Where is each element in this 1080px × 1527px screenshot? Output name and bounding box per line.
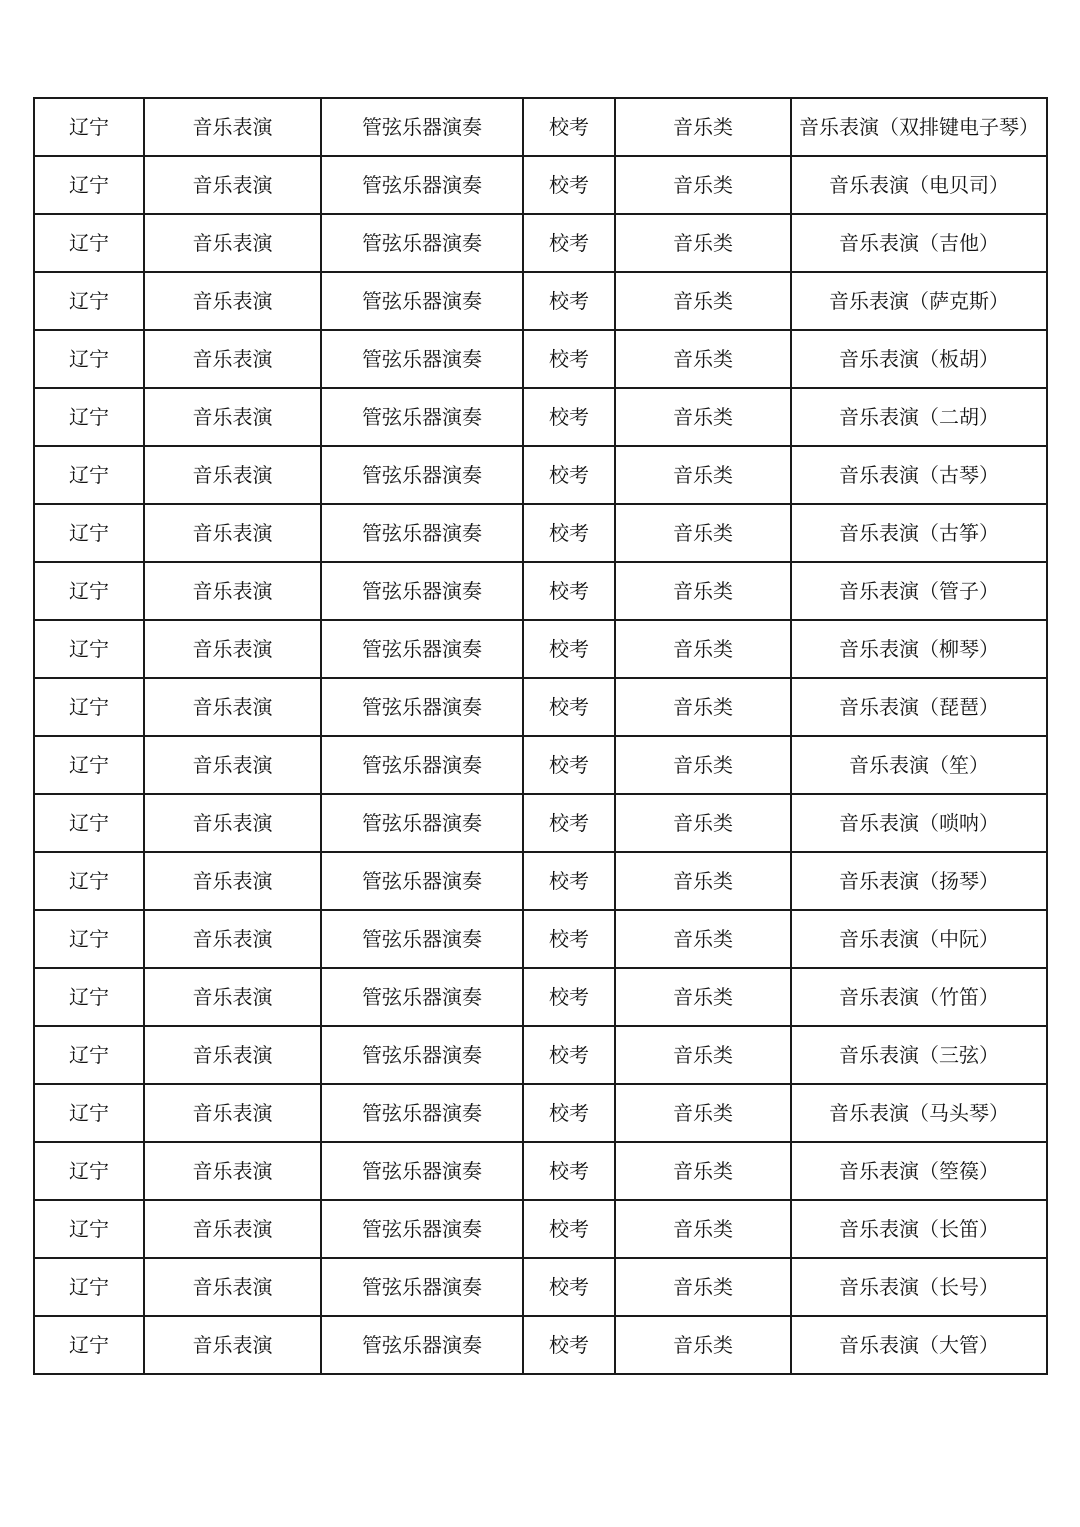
province-cell: 辽宁 — [34, 620, 144, 678]
exam-type-cell: 校考 — [523, 1200, 615, 1258]
exam-type-cell: 校考 — [523, 794, 615, 852]
major-cell: 音乐表演 — [144, 98, 321, 156]
table-row — [34, 1200, 1047, 1258]
exam-type-cell: 校考 — [523, 678, 615, 736]
direction-cell: 管弦乐器演奏 — [321, 910, 523, 968]
table-row — [34, 620, 1047, 678]
exam-type-cell: 校考 — [523, 272, 615, 330]
major-table — [33, 97, 1048, 1375]
exam-type-cell: 校考 — [523, 330, 615, 388]
direction-cell: 管弦乐器演奏 — [321, 794, 523, 852]
direction-cell: 管弦乐器演奏 — [321, 272, 523, 330]
table-row — [34, 736, 1047, 794]
table-row — [34, 968, 1047, 1026]
direction-cell: 管弦乐器演奏 — [321, 1258, 523, 1316]
major-cell: 音乐表演 — [144, 388, 321, 446]
direction-cell: 管弦乐器演奏 — [321, 214, 523, 272]
category-cell: 音乐类 — [615, 852, 791, 910]
table-row — [34, 562, 1047, 620]
province-cell: 辽宁 — [34, 446, 144, 504]
category-cell: 音乐类 — [615, 968, 791, 1026]
specialty-cell: 音乐表演（长号） — [791, 1258, 1047, 1316]
exam-type-cell: 校考 — [523, 620, 615, 678]
exam-type-cell: 校考 — [523, 388, 615, 446]
province-cell: 辽宁 — [34, 678, 144, 736]
category-cell: 音乐类 — [615, 504, 791, 562]
province-cell: 辽宁 — [34, 330, 144, 388]
major-cell: 音乐表演 — [144, 330, 321, 388]
category-cell: 音乐类 — [615, 1084, 791, 1142]
direction-cell: 管弦乐器演奏 — [321, 98, 523, 156]
province-cell: 辽宁 — [34, 214, 144, 272]
province-cell: 辽宁 — [34, 504, 144, 562]
major-cell: 音乐表演 — [144, 214, 321, 272]
specialty-cell: 音乐表演（中阮） — [791, 910, 1047, 968]
exam-type-cell: 校考 — [523, 98, 615, 156]
major-cell: 音乐表演 — [144, 1084, 321, 1142]
specialty-cell: 音乐表演（吉他） — [791, 214, 1047, 272]
province-cell: 辽宁 — [34, 852, 144, 910]
category-cell: 音乐类 — [615, 330, 791, 388]
table-row — [34, 1084, 1047, 1142]
specialty-cell: 音乐表演（萨克斯） — [791, 272, 1047, 330]
category-cell: 音乐类 — [615, 272, 791, 330]
specialty-cell: 音乐表演（长笛） — [791, 1200, 1047, 1258]
major-cell: 音乐表演 — [144, 272, 321, 330]
table-row — [34, 1316, 1047, 1374]
province-cell: 辽宁 — [34, 98, 144, 156]
direction-cell: 管弦乐器演奏 — [321, 1026, 523, 1084]
major-cell: 音乐表演 — [144, 1258, 321, 1316]
direction-cell: 管弦乐器演奏 — [321, 562, 523, 620]
major-cell: 音乐表演 — [144, 794, 321, 852]
specialty-cell: 音乐表演（大管） — [791, 1316, 1047, 1374]
direction-cell: 管弦乐器演奏 — [321, 678, 523, 736]
specialty-cell: 音乐表演（古琴） — [791, 446, 1047, 504]
exam-type-cell: 校考 — [523, 968, 615, 1026]
province-cell: 辽宁 — [34, 968, 144, 1026]
category-cell: 音乐类 — [615, 678, 791, 736]
exam-type-cell: 校考 — [523, 1142, 615, 1200]
specialty-cell: 音乐表演（唢呐） — [791, 794, 1047, 852]
table-row — [34, 156, 1047, 214]
exam-type-cell: 校考 — [523, 736, 615, 794]
specialty-cell: 音乐表演（笙） — [791, 736, 1047, 794]
specialty-cell: 音乐表演（管子） — [791, 562, 1047, 620]
province-cell: 辽宁 — [34, 1142, 144, 1200]
category-cell: 音乐类 — [615, 1258, 791, 1316]
major-cell: 音乐表演 — [144, 1200, 321, 1258]
major-table-body — [34, 98, 1047, 1374]
direction-cell: 管弦乐器演奏 — [321, 446, 523, 504]
direction-cell: 管弦乐器演奏 — [321, 156, 523, 214]
direction-cell: 管弦乐器演奏 — [321, 388, 523, 446]
major-cell: 音乐表演 — [144, 968, 321, 1026]
specialty-cell: 音乐表演（竹笛） — [791, 968, 1047, 1026]
specialty-cell: 音乐表演（琵琶） — [791, 678, 1047, 736]
exam-type-cell: 校考 — [523, 1316, 615, 1374]
table-row — [34, 852, 1047, 910]
category-cell: 音乐类 — [615, 446, 791, 504]
category-cell: 音乐类 — [615, 736, 791, 794]
major-cell: 音乐表演 — [144, 446, 321, 504]
major-cell: 音乐表演 — [144, 678, 321, 736]
table-row — [34, 910, 1047, 968]
category-cell: 音乐类 — [615, 1316, 791, 1374]
province-cell: 辽宁 — [34, 794, 144, 852]
specialty-cell: 音乐表演（扬琴） — [791, 852, 1047, 910]
specialty-cell: 音乐表演（二胡） — [791, 388, 1047, 446]
table-row — [34, 214, 1047, 272]
exam-type-cell: 校考 — [523, 1084, 615, 1142]
province-cell: 辽宁 — [34, 1026, 144, 1084]
specialty-cell: 音乐表演（板胡） — [791, 330, 1047, 388]
province-cell: 辽宁 — [34, 1200, 144, 1258]
major-cell: 音乐表演 — [144, 736, 321, 794]
exam-type-cell: 校考 — [523, 504, 615, 562]
direction-cell: 管弦乐器演奏 — [321, 1084, 523, 1142]
direction-cell: 管弦乐器演奏 — [321, 1316, 523, 1374]
exam-type-cell: 校考 — [523, 910, 615, 968]
province-cell: 辽宁 — [34, 156, 144, 214]
province-cell: 辽宁 — [34, 272, 144, 330]
category-cell: 音乐类 — [615, 1026, 791, 1084]
exam-type-cell: 校考 — [523, 852, 615, 910]
specialty-cell: 音乐表演（箜篌） — [791, 1142, 1047, 1200]
direction-cell: 管弦乐器演奏 — [321, 504, 523, 562]
table-row — [34, 388, 1047, 446]
exam-type-cell: 校考 — [523, 562, 615, 620]
table-row — [34, 98, 1047, 156]
direction-cell: 管弦乐器演奏 — [321, 1200, 523, 1258]
category-cell: 音乐类 — [615, 910, 791, 968]
exam-type-cell: 校考 — [523, 214, 615, 272]
specialty-cell: 音乐表演（柳琴） — [791, 620, 1047, 678]
major-cell: 音乐表演 — [144, 1026, 321, 1084]
direction-cell: 管弦乐器演奏 — [321, 968, 523, 1026]
major-cell: 音乐表演 — [144, 156, 321, 214]
direction-cell: 管弦乐器演奏 — [321, 736, 523, 794]
major-cell: 音乐表演 — [144, 562, 321, 620]
table-row — [34, 794, 1047, 852]
direction-cell: 管弦乐器演奏 — [321, 620, 523, 678]
table-row — [34, 330, 1047, 388]
province-cell: 辽宁 — [34, 910, 144, 968]
province-cell: 辽宁 — [34, 1258, 144, 1316]
category-cell: 音乐类 — [615, 214, 791, 272]
major-cell: 音乐表演 — [144, 852, 321, 910]
table-row — [34, 446, 1047, 504]
specialty-cell: 音乐表演（双排键电子琴） — [791, 98, 1047, 156]
province-cell: 辽宁 — [34, 562, 144, 620]
table-row — [34, 504, 1047, 562]
specialty-cell: 音乐表演（电贝司） — [791, 156, 1047, 214]
major-cell: 音乐表演 — [144, 620, 321, 678]
province-cell: 辽宁 — [34, 1316, 144, 1374]
province-cell: 辽宁 — [34, 1084, 144, 1142]
major-cell: 音乐表演 — [144, 910, 321, 968]
exam-type-cell: 校考 — [523, 1026, 615, 1084]
specialty-cell: 音乐表演（马头琴） — [791, 1084, 1047, 1142]
major-cell: 音乐表演 — [144, 504, 321, 562]
table-row — [34, 678, 1047, 736]
direction-cell: 管弦乐器演奏 — [321, 852, 523, 910]
exam-type-cell: 校考 — [523, 156, 615, 214]
category-cell: 音乐类 — [615, 156, 791, 214]
major-cell: 音乐表演 — [144, 1142, 321, 1200]
category-cell: 音乐类 — [615, 562, 791, 620]
exam-type-cell: 校考 — [523, 1258, 615, 1316]
specialty-cell: 音乐表演（三弦） — [791, 1026, 1047, 1084]
province-cell: 辽宁 — [34, 388, 144, 446]
major-cell: 音乐表演 — [144, 1316, 321, 1374]
category-cell: 音乐类 — [615, 620, 791, 678]
category-cell: 音乐类 — [615, 1142, 791, 1200]
category-cell: 音乐类 — [615, 98, 791, 156]
category-cell: 音乐类 — [615, 388, 791, 446]
specialty-cell: 音乐表演（古筝） — [791, 504, 1047, 562]
province-cell: 辽宁 — [34, 736, 144, 794]
category-cell: 音乐类 — [615, 794, 791, 852]
exam-type-cell: 校考 — [523, 446, 615, 504]
direction-cell: 管弦乐器演奏 — [321, 1142, 523, 1200]
table-row — [34, 272, 1047, 330]
table-row — [34, 1258, 1047, 1316]
table-row — [34, 1026, 1047, 1084]
table-row — [34, 1142, 1047, 1200]
direction-cell: 管弦乐器演奏 — [321, 330, 523, 388]
category-cell: 音乐类 — [615, 1200, 791, 1258]
